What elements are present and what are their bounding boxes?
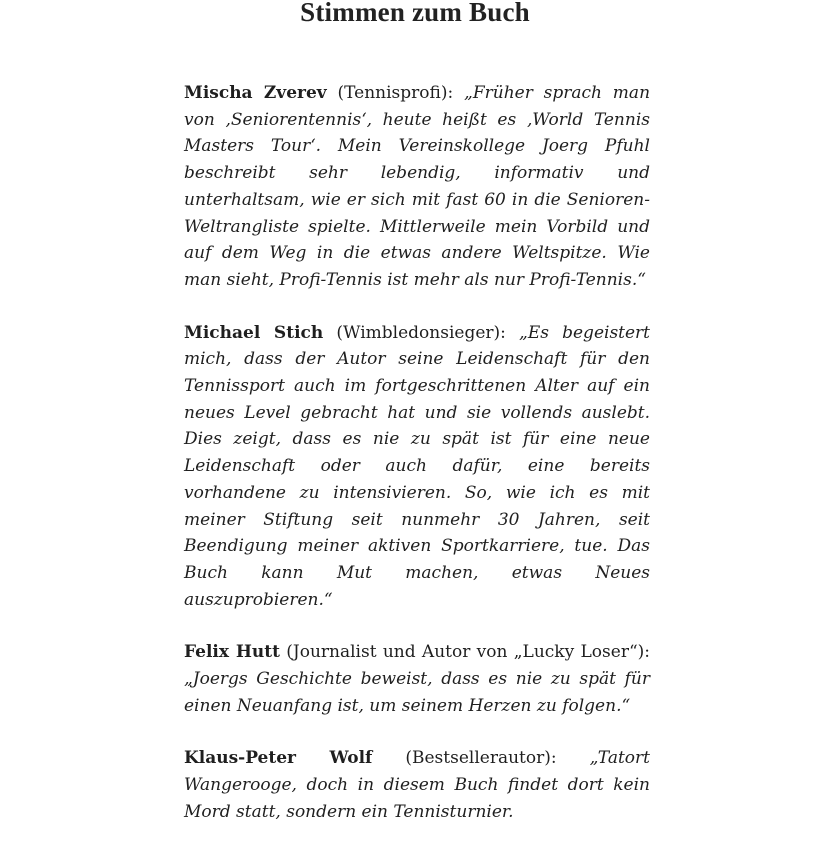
testimonial-text: „Es begeistert mich, dass der Autor seine Leidenschaft für den Tennissport auch im fortgeschrittenen Alter auf ein neues Level gebracht hat und sie vollends auslebt. Dies zeigt, dass es nie zu spät ist für eine neue Leidenschaft oder auch dafür, eine bereits vorhandene zu intensivieren. So, wie ich es mit meiner Stiftung seit nunmehr 30 Jahren, seit Beendigung meiner aktiven Sportkarriere, tue. Das Buch kann Mut machen, etwas Neues auszuprobieren.“ (184, 322, 651, 610)
testimonial-text: „Früher sprach man von ‚Seniorentennis‘, heute heißt es ‚World Tennis Masters Tour‘. Mein Vereinskollege Joerg Pfuhl beschreibt sehr lebendig, informativ und unterhaltsam, wie er sich mit fast 60 in die Senioren-Weltrangliste spielte. Mittlerweile mein Vorbild und auf dem Weg in die etwas andere Weltspitze. Wie man sieht, Profi-Tennis ist mehr als nur Profi-Tennis.“ (184, 83, 651, 290)
testimonial-klaus-peter-wolf (184, 745, 650, 825)
testimonial-author: Michael Stich (184, 322, 324, 343)
testimonial-author-role: (Bestsellerautor): (405, 748, 557, 769)
testimonial-author-role: (Journalist und Autor von „Lucky Loser“): (286, 642, 650, 663)
testimonial-author: Klaus-Peter Wolf (184, 748, 373, 769)
testimonial-author: Felix Hutt (184, 642, 280, 663)
testimonials-section (184, 80, 650, 852)
testimonial-author: Mischa Zverev (184, 83, 327, 103)
testimonial-text: „Joergs Geschichte beweist, dass es nie zu spät für einen Neuanfang ist, um seinem Herzen zu folgen.“ (184, 669, 650, 716)
testimonial-author-role: (Tennisprofi): (337, 83, 454, 103)
testimonial-text: „Tatort Wangerooge, doch in diesem Buch findet dort kein Mord statt, sondern ein Tennisturnier. (184, 748, 650, 822)
testimonial-author-role: (Wimbledonsieger): (336, 322, 506, 343)
page-title: Stimmen zum Buch (300, 0, 530, 27)
testimonial-felix-hutt (184, 639, 650, 719)
testimonial-mischa-zverev (184, 80, 650, 294)
testimonial-michael-stich (184, 320, 650, 614)
